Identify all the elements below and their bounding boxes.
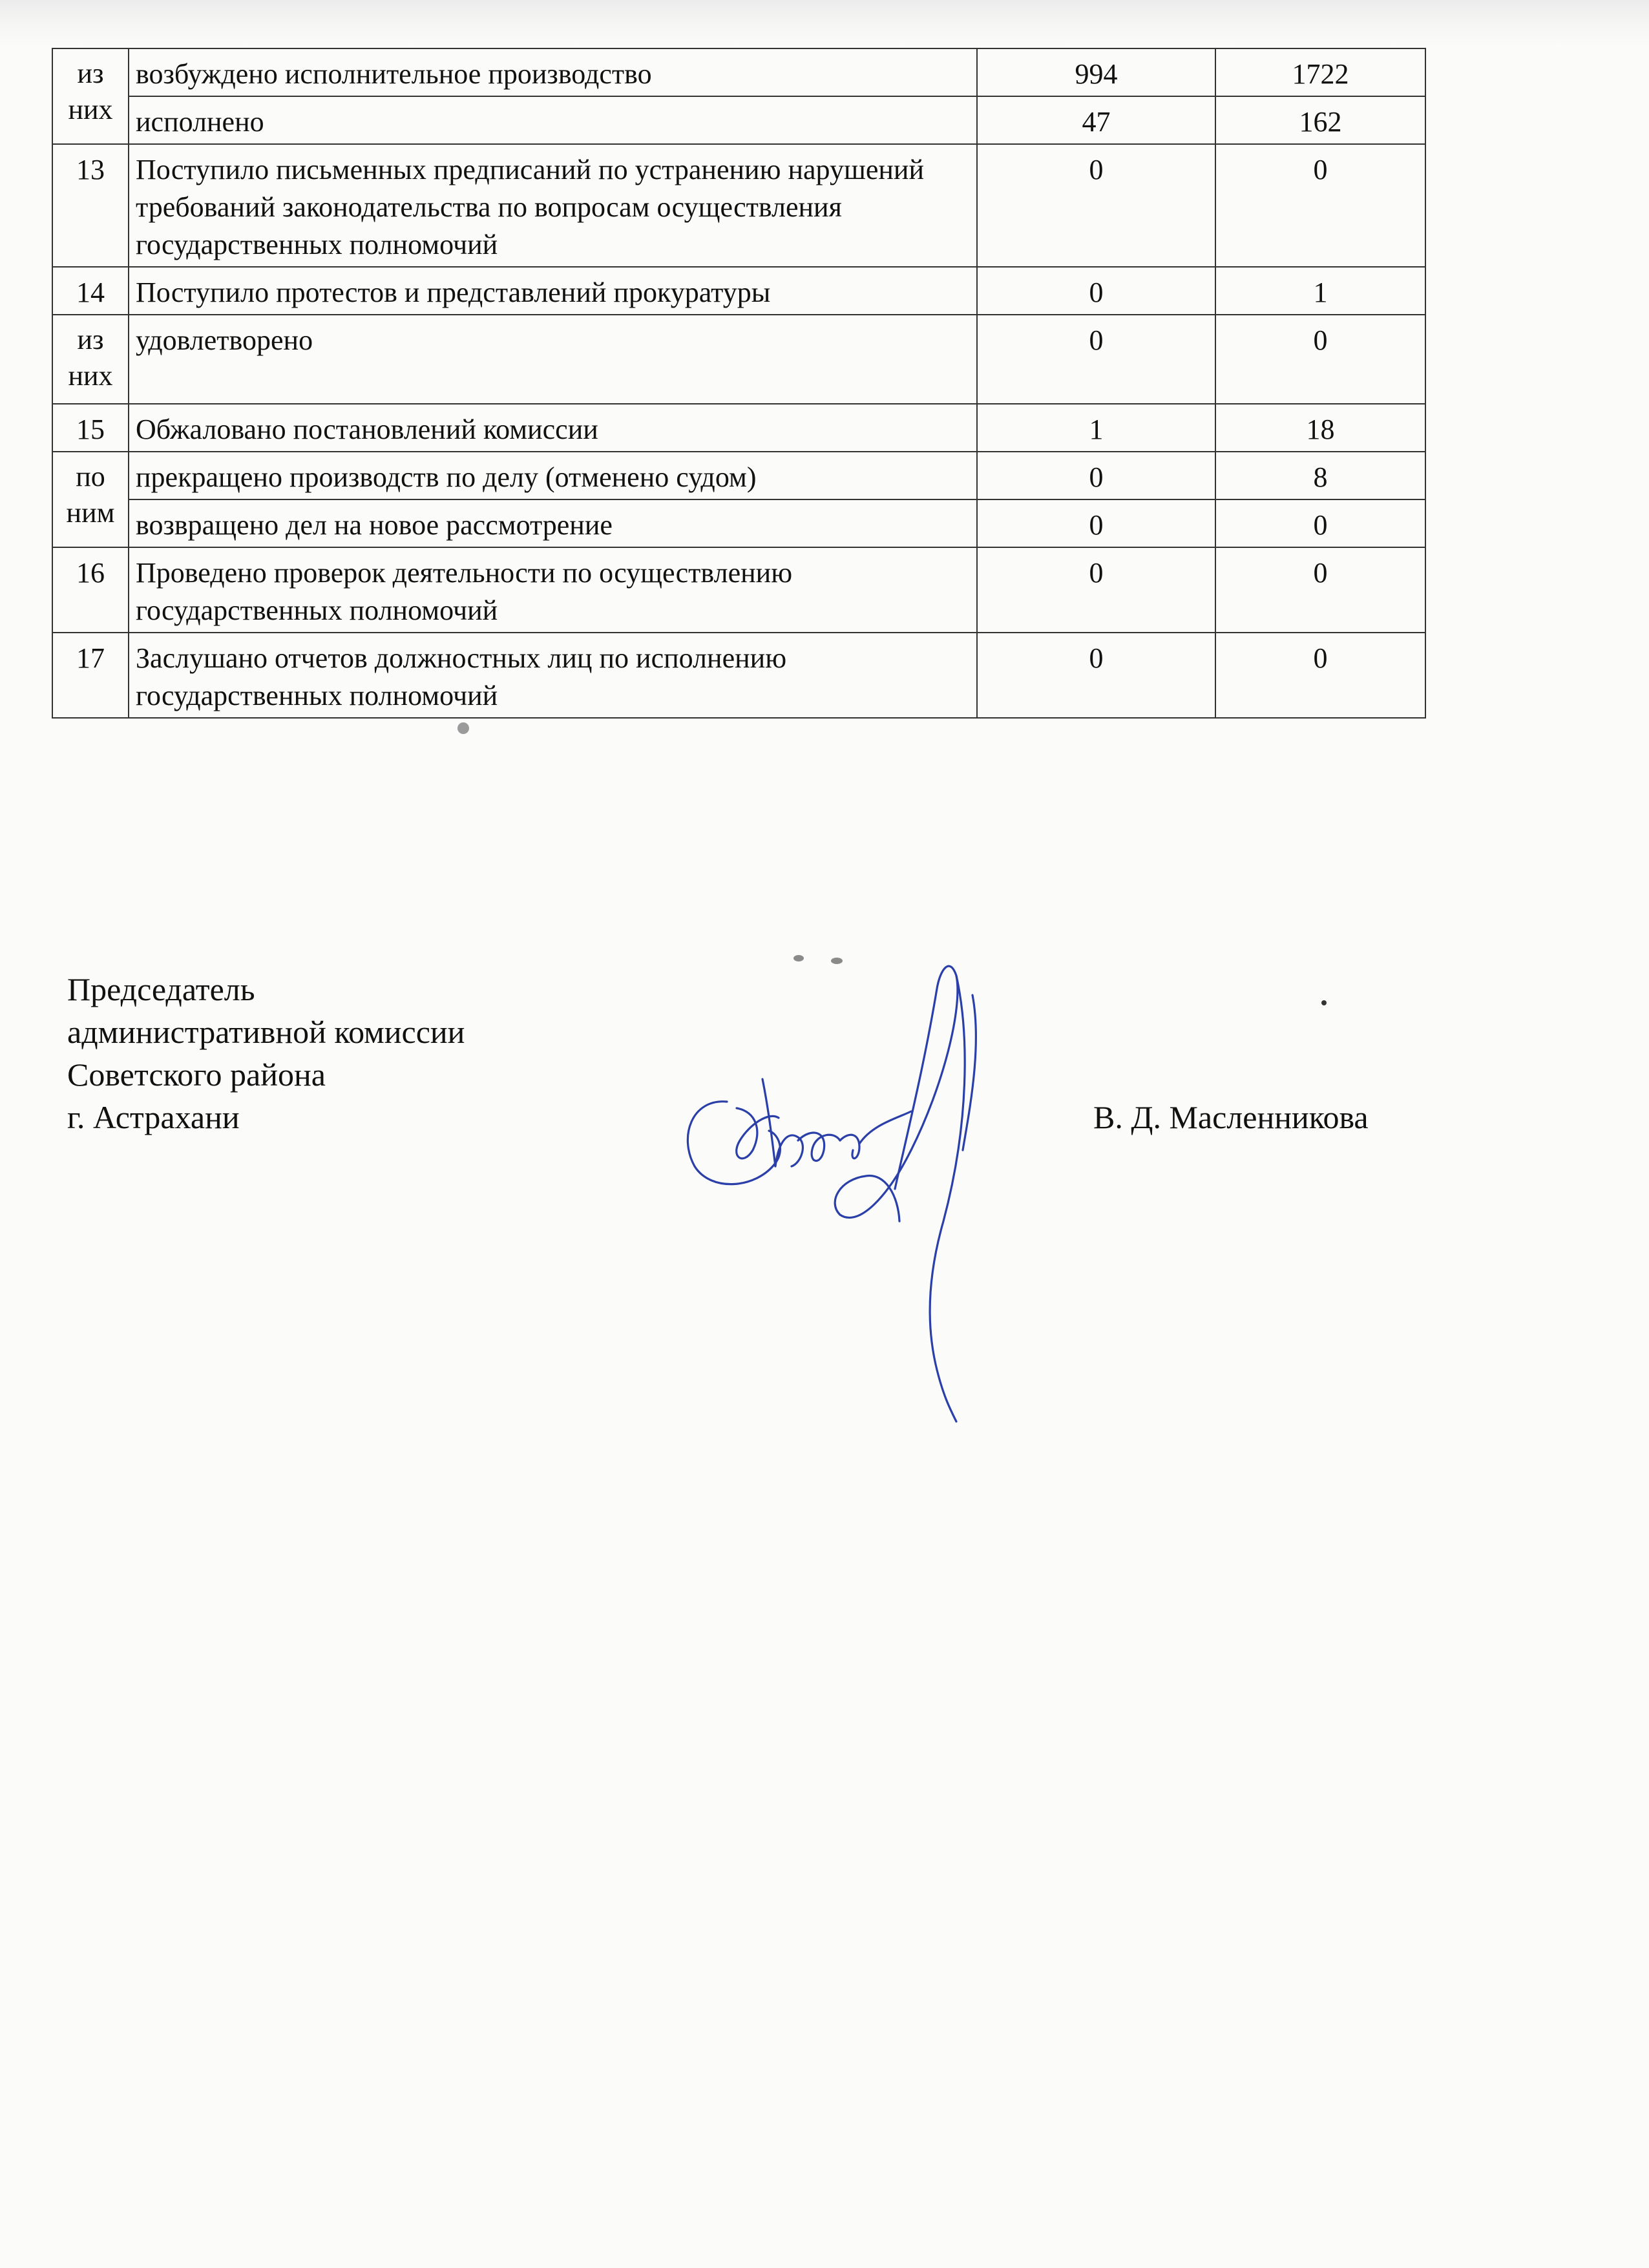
ink-speck: [831, 958, 843, 964]
row-value-2: 1: [1215, 267, 1425, 315]
row-value-1: 0: [977, 144, 1215, 267]
report-table: [52, 48, 1426, 719]
table-row: [52, 315, 1425, 404]
row-group-label: из них: [52, 315, 129, 404]
row-number: 16: [52, 547, 129, 633]
row-value-2: 0: [1215, 547, 1425, 633]
row-value-1: 994: [977, 48, 1215, 96]
signature-stroke: [859, 1111, 911, 1144]
table-row: [52, 547, 1425, 633]
row-value-1: 1: [977, 404, 1215, 452]
row-value-1: 0: [977, 499, 1215, 547]
row-number: 14: [52, 267, 129, 315]
row-value-2: 0: [1215, 633, 1425, 718]
row-value-2: 0: [1215, 499, 1425, 547]
signature-stroke: [835, 966, 958, 1221]
row-description: возвращено дел на новое рассмотрение: [129, 499, 977, 547]
row-description: возбуждено исполнительное производство: [129, 48, 977, 96]
table-row: [52, 452, 1425, 499]
signer-title-line: г. Астрахани: [67, 1099, 240, 1135]
row-value-1: 0: [977, 267, 1215, 315]
row-value-2: 18: [1215, 404, 1425, 452]
signer-name: В. Д. Масленникова: [1093, 1099, 1369, 1135]
signature-stroke: [840, 1135, 859, 1158]
row-description: Поступило письменных предписаний по устранению нарушений требований законодательства по вопросам осуществления государственных полномочий: [129, 144, 977, 267]
signature-stroke: [798, 1133, 840, 1160]
table-row: [52, 96, 1425, 144]
row-description: Проведено проверок деятельности по осуществлению государственных полномочий: [129, 547, 977, 633]
row-description: Заслушано отчетов должностных лиц по исполнению государственных полномочий: [129, 633, 977, 718]
ink-speck: [793, 955, 804, 961]
handwritten-signature: [666, 918, 1002, 1434]
table-row: [52, 144, 1425, 267]
row-description: прекращено производств по делу (отменено судом): [129, 452, 977, 499]
scan-shadow: [0, 0, 1649, 45]
row-group-label: из них: [52, 48, 129, 144]
signature-strokes: [688, 966, 976, 1422]
signer-title-line: административной комиссии: [67, 1014, 465, 1050]
row-value-1: 0: [977, 633, 1215, 718]
table-row: [52, 404, 1425, 452]
row-description: удовлетворено: [129, 315, 977, 404]
table-row: [52, 499, 1425, 547]
signature-stroke: [930, 976, 965, 1422]
row-number: 15: [52, 404, 129, 452]
signature-stroke: [762, 1079, 803, 1166]
table-row: [52, 48, 1425, 96]
signer-title-line: Председатель: [67, 971, 255, 1007]
row-value-1: 0: [977, 547, 1215, 633]
signer-position: [67, 968, 465, 1139]
ink-speck: [1321, 1000, 1327, 1005]
row-description: исполнено: [129, 96, 977, 144]
row-group-label: по ним: [52, 452, 129, 547]
signature-stroke: [688, 1102, 780, 1184]
row-value-2: 0: [1215, 315, 1425, 404]
row-description: Обжаловано постановлений комиссии: [129, 404, 977, 452]
hole-punch-mark: [457, 722, 469, 734]
signer-title-line: Советского района: [67, 1056, 326, 1093]
row-value-1: 0: [977, 452, 1215, 499]
row-value-2: 1722: [1215, 48, 1425, 96]
row-value-1: 0: [977, 315, 1215, 404]
row-number: 17: [52, 633, 129, 718]
table-row: [52, 267, 1425, 315]
row-value-2: 8: [1215, 452, 1425, 499]
row-value-2: 0: [1215, 144, 1425, 267]
row-value-1: 47: [977, 96, 1215, 144]
row-description: Поступило протестов и представлений прокуратуры: [129, 267, 977, 315]
row-number: 13: [52, 144, 129, 267]
row-value-2: 162: [1215, 96, 1425, 144]
table-row: [52, 633, 1425, 718]
